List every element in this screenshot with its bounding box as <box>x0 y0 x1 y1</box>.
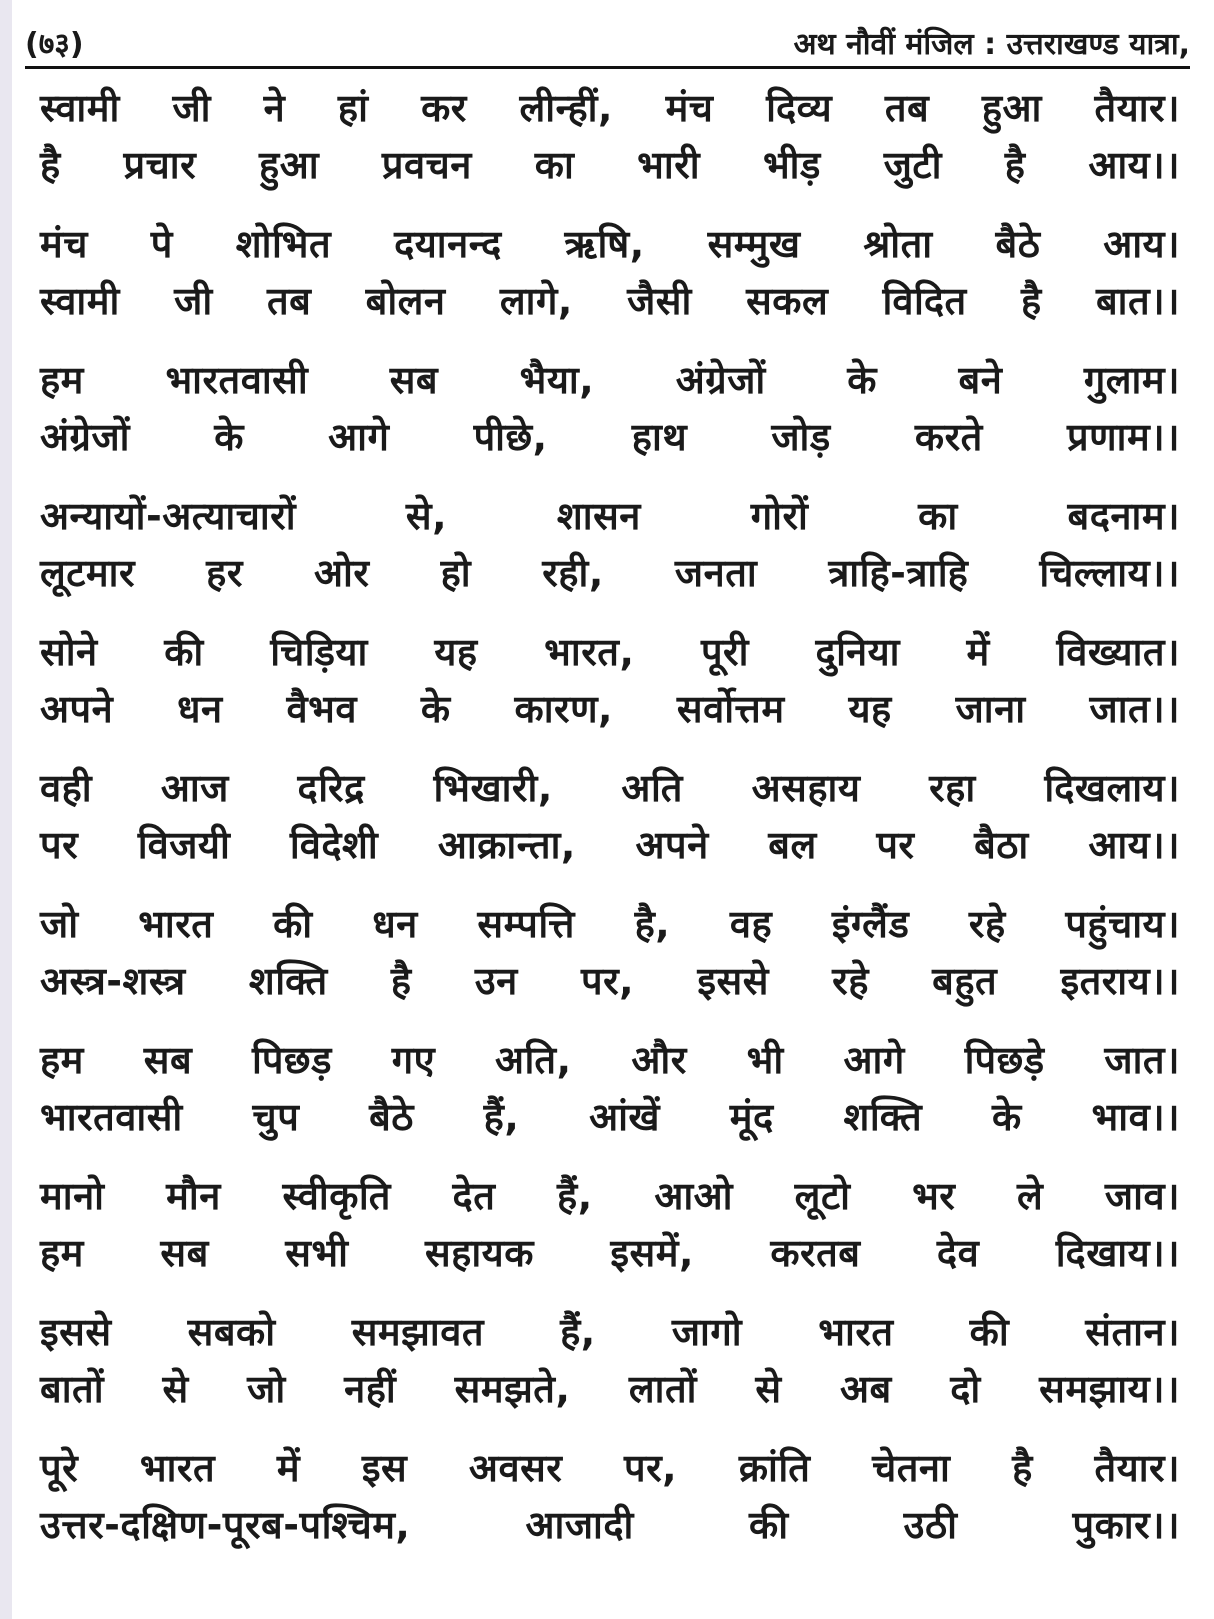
stanza <box>40 216 1180 330</box>
verse-line: उत्तर-दक्षिण-पूरब-पश्चिम, आजादी की उठी पुकार।। <box>40 1503 1180 1547</box>
verse-line: अंग्रेजों के आगे पीछे, हाथ जोड़ करते प्रणाम।। <box>40 415 1180 459</box>
page-left-edge <box>0 0 12 1619</box>
stanza <box>40 1168 1180 1282</box>
verse-line: अन्यायों-अत्याचारों से, शासन गोरों का बदनाम। <box>40 494 1180 538</box>
verse-line: पूरे भारत में इस अवसर पर, क्रांति चेतना है तैयार। <box>40 1446 1180 1490</box>
running-head: अथ नौवीं मंजिल : उत्तराखण्ड यात्रा, <box>793 27 1190 62</box>
verse-line: हम सब सभी सहायक इसमें, करतब देव दिखाय।। <box>40 1231 1180 1275</box>
verse-line: स्वामी जी तब बोलन लागे, जैसी सकल विदित है बात।। <box>40 279 1180 323</box>
verse-body <box>40 80 1180 1576</box>
verse-line: अस्त्र-शस्त्र शक्ति है उन पर, इससे रहे बहुत इतराय।। <box>40 959 1180 1003</box>
verse-line: इससे सबको समझावत हैं, जागो भारत की संतान। <box>40 1310 1180 1354</box>
verse-line: लूटमार हर ओर हो रही, जनता त्राहि-त्राहि चिल्लाय।। <box>40 551 1180 595</box>
verse-line: वही आज दरिद्र भिखारी, अति असहाय रहा दिखलाय। <box>40 766 1180 810</box>
verse-line: सोने की चिड़िया यह भारत, पूरी दुनिया में विख्यात। <box>40 630 1180 674</box>
stanza <box>40 760 1180 874</box>
verse-line: अपने धन वैभव के कारण, सर्वोत्तम यह जाना जात।। <box>40 687 1180 731</box>
verse-line: स्वामी जी ने हां कर लीन्हीं, मंच दिव्य तब हुआ तैयार। <box>40 86 1180 130</box>
stanza <box>40 488 1180 602</box>
verse-line: पर विजयी विदेशी आक्रान्ता, अपने बल पर बैठा आय।। <box>40 823 1180 867</box>
verse-line: हम भारतवासी सब भैया, अंग्रेजों के बने गुलाम। <box>40 358 1180 402</box>
page-number: (७३) <box>25 27 84 62</box>
stanza <box>40 1032 1180 1146</box>
verse-line: बातों से जो नहीं समझते, लातों से अब दो समझाय।। <box>40 1367 1180 1411</box>
verse-line: जो भारत की धन सम्पत्ति है, वह इंग्लैंड रहे पहुंचाय। <box>40 902 1180 946</box>
stanza <box>40 80 1180 194</box>
verse-line: मानो मौन स्वीकृति देत हैं, आओ लूटो भर ले जाव। <box>40 1174 1180 1218</box>
verse-line: है प्रचार हुआ प्रवचन का भारी भीड़ जुटी है आय।। <box>40 143 1180 187</box>
verse-line: मंच पे शोभित दयानन्द ऋषि, सम्मुख श्रोता बैठे आय। <box>40 222 1180 266</box>
verse-line: हम सब पिछड़ गए अति, और भी आगे पिछड़े जात। <box>40 1038 1180 1082</box>
stanza <box>40 352 1180 466</box>
page-header <box>25 14 1190 64</box>
stanza <box>40 624 1180 738</box>
stanza <box>40 1440 1180 1554</box>
header-rule <box>25 66 1190 69</box>
stanza <box>40 1304 1180 1418</box>
stanza <box>40 896 1180 1010</box>
verse-line: भारतवासी चुप बैठे हैं, आंखें मूंद शक्ति के भाव।। <box>40 1095 1180 1139</box>
